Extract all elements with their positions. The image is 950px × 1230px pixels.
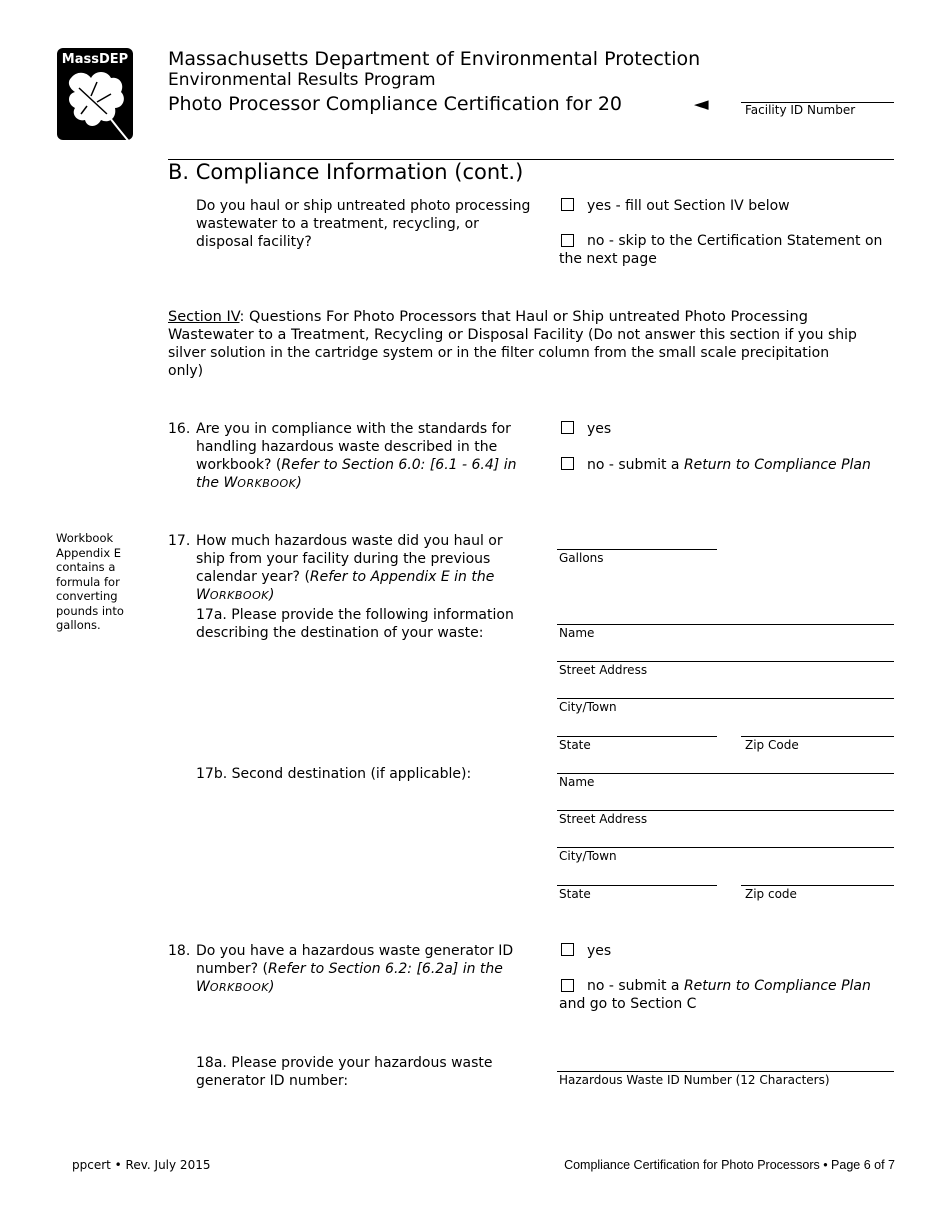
dest2-city-field[interactable] bbox=[557, 847, 894, 848]
dest2-street-label: Street Address bbox=[559, 812, 648, 826]
dest2-zip-field[interactable] bbox=[741, 885, 894, 886]
dest2-city-label: City/Town bbox=[559, 849, 617, 863]
section-iv-heading-text: : Questions For Photo Processors that Haul or Ship untreated Photo Processing Wastewater to a Treatment, Recycling or Disposal Facility bbox=[168, 309, 808, 343]
dest2-street-field[interactable] bbox=[557, 810, 894, 811]
q16-yes-label: yes bbox=[587, 421, 612, 437]
logo-text: MassDEP bbox=[61, 52, 129, 67]
q16-ref-w: W bbox=[223, 475, 238, 491]
dest1-city-field[interactable] bbox=[557, 698, 894, 699]
q18-ref-workbook: ORKBOOK bbox=[209, 981, 269, 994]
haul-no-text: no - skip to the Certification Statement on the next page bbox=[559, 233, 883, 267]
haul-yes-checkbox[interactable] bbox=[561, 198, 574, 211]
page-title bbox=[168, 92, 622, 116]
q16-ref-workbook: ORKBOOK bbox=[237, 477, 297, 490]
q18-no-tail: and go to Section C bbox=[559, 996, 697, 1012]
q16-no-label bbox=[587, 456, 871, 474]
q18-no-text: no - submit a bbox=[587, 978, 684, 994]
q17a-question: 17a. Please provide the following information describing the destination of your waste: bbox=[196, 607, 514, 641]
dest2-zip-label: Zip code bbox=[745, 887, 797, 901]
department-name: Massachusetts Department of Environmental Protection bbox=[168, 48, 701, 70]
q18-ref: Refer to Section 6.2: [6.2a] in the bbox=[267, 961, 503, 977]
haul-no-label bbox=[559, 232, 889, 268]
q17-text: How much hazardous waste did you haul or ship from your facility during the previous calendar year? ( bbox=[196, 533, 503, 585]
dest1-name-field[interactable] bbox=[557, 624, 894, 625]
q16-text: Are you in compliance with the standards for handling hazardous waste described in the workbook? ( bbox=[196, 421, 511, 473]
q16-yes-checkbox[interactable] bbox=[561, 421, 574, 434]
q18-number: 18. bbox=[168, 943, 191, 959]
q18-ref-w: W bbox=[196, 979, 210, 995]
dest1-state-label: State bbox=[559, 738, 591, 752]
section-iv-heading bbox=[168, 308, 858, 380]
dest1-zip-field[interactable] bbox=[741, 736, 894, 737]
q16-number: 16. bbox=[168, 421, 191, 437]
q16-no-text: no - submit a bbox=[587, 457, 684, 473]
title-text: Photo Processor Compliance Certification for 20 bbox=[168, 93, 622, 115]
dest1-street-label: Street Address bbox=[559, 663, 648, 677]
footer-left: ppcert • Rev. July 2015 bbox=[72, 1158, 211, 1172]
q17-ref-workbook: ORKBOOK bbox=[209, 589, 269, 602]
q18-yes-label: yes bbox=[587, 943, 612, 959]
footer-right: Compliance Certification for Photo Processors • Page 6 of 7 bbox=[564, 1158, 895, 1172]
q17-question bbox=[196, 532, 536, 605]
q17b-question: 17b. Second destination (if applicable): bbox=[196, 766, 472, 782]
q18-no-plan: Return to Compliance Plan bbox=[683, 978, 871, 994]
facility-id-label: Facility ID Number bbox=[745, 103, 856, 117]
section-iv-label: Section IV bbox=[168, 309, 240, 325]
sidebar-note: Workbook Appendix E contains a formula for converting pounds into gallons. bbox=[56, 531, 124, 632]
dest1-name-label: Name bbox=[559, 626, 595, 640]
dest2-name-label: Name bbox=[559, 775, 595, 789]
gallons-label: Gallons bbox=[559, 551, 604, 565]
dest1-city-label: City/Town bbox=[559, 700, 617, 714]
q17-ref: Refer to Appendix E in the bbox=[309, 569, 495, 585]
dest2-name-field[interactable] bbox=[557, 773, 894, 774]
q18-question bbox=[196, 942, 526, 997]
q17-ref-end: ) bbox=[268, 587, 275, 603]
dest2-state-field[interactable] bbox=[557, 885, 717, 886]
dest1-street-field[interactable] bbox=[557, 661, 894, 662]
haul-yes-label: yes - fill out Section IV below bbox=[587, 198, 790, 214]
dest1-state-field[interactable] bbox=[557, 736, 717, 737]
q16-no-plan: Return to Compliance Plan bbox=[683, 457, 871, 473]
q18-ref-end: ) bbox=[268, 979, 275, 995]
q18-no-label bbox=[559, 977, 889, 1013]
q16-ref-end: ) bbox=[296, 475, 302, 491]
q18-yes-checkbox[interactable] bbox=[561, 943, 574, 956]
dest1-zip-label: Zip Code bbox=[745, 738, 799, 752]
dest2-state-label: State bbox=[559, 887, 591, 901]
section-b-title: B. Compliance Information (cont.) bbox=[168, 160, 524, 184]
hw-id-field[interactable] bbox=[557, 1071, 894, 1072]
q17-number: 17. bbox=[168, 533, 191, 549]
q16-ref: Refer to Section 6.0: [6.1 - 6.4] in the bbox=[196, 457, 517, 491]
program-name: Environmental Results Program bbox=[168, 70, 436, 90]
q18a-question: 18a. Please provide your hazardous waste generator ID number: bbox=[196, 1055, 493, 1089]
q17-ref-w: W bbox=[196, 587, 210, 603]
haul-question: Do you haul or ship untreated photo processing wastewater to a treatment, recycling, or disposal facility? bbox=[196, 198, 531, 250]
q16-question bbox=[196, 420, 526, 493]
q18-text: Do you have a hazardous waste generator ID number? ( bbox=[196, 943, 514, 977]
hw-id-label: Hazardous Waste ID Number (12 Characters) bbox=[559, 1073, 830, 1087]
arrow-left-icon: ◄ bbox=[694, 93, 709, 115]
massdep-logo bbox=[57, 48, 133, 146]
q16-no-checkbox[interactable] bbox=[561, 457, 574, 470]
gallons-field[interactable] bbox=[557, 549, 717, 550]
section-iv-note: (Do not answer this section if you ship silver solution in the cartridge system or in the filter column from the small scale precipitation only) bbox=[168, 327, 857, 379]
